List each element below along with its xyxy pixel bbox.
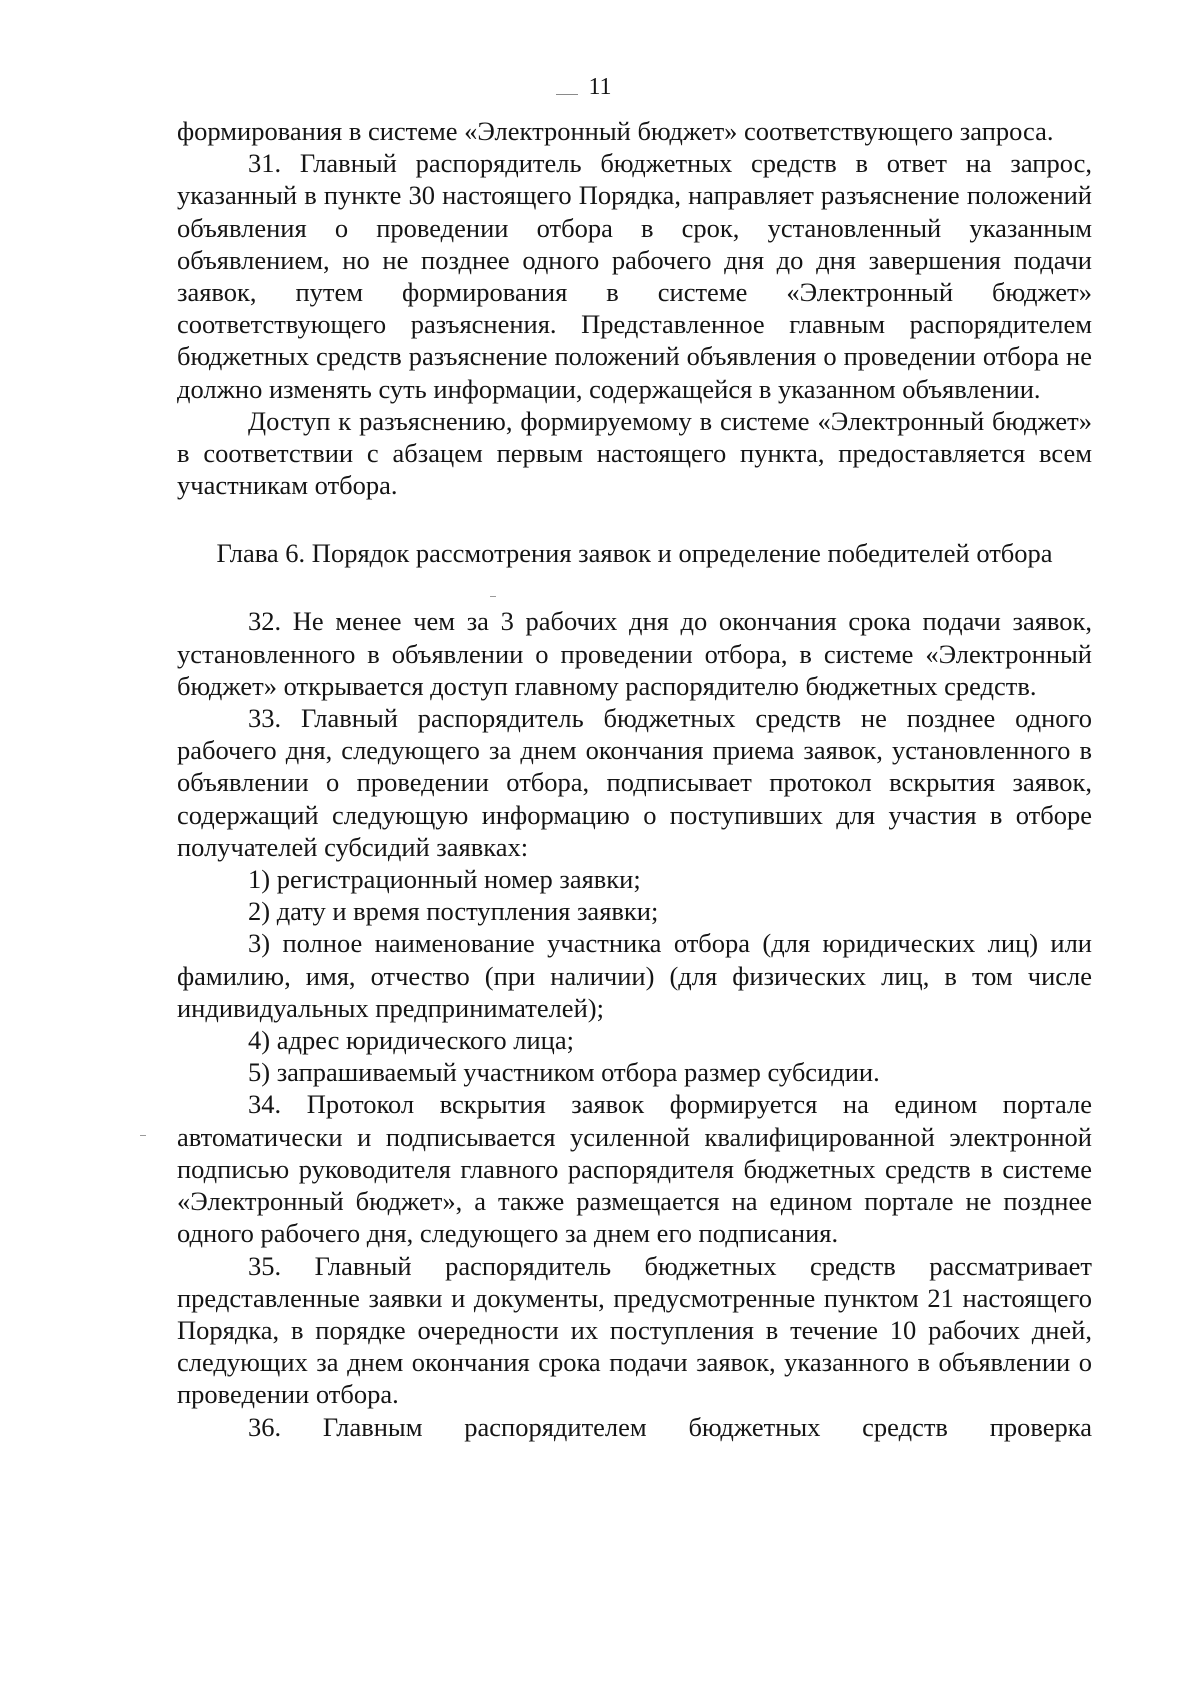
document-body	[177, 115, 1092, 1443]
chapter-heading: Глава 6. Порядок рассмотрения заявок и определение победителей отбора	[216, 538, 1053, 569]
list-item-3: 3) полное наименование участника отбора (для юридических лиц) или фамилию, имя, отчество (при наличии) (для физических лиц, в том числе индивидуальных предпринимателей);	[177, 928, 1092, 1023]
page-number: 11	[588, 74, 612, 100]
list-item-1: 1) регистрационный номер заявки;	[248, 864, 641, 895]
paragraph-item-36-start: 36. Главным распорядителем бюджетных средств проверка	[248, 1411, 1092, 1442]
paragraph-continuation: формирования в системе «Электронный бюджет» соответствующего запроса.	[177, 116, 1054, 146]
paragraph-item-32: 32. Не менее чем за 3 рабочих дня до окончания срока подачи заявок, установленного в объявлении о проведении отбора, в системе «Электронный бюджет» открывается доступ главному распорядителю бюджетных средств.	[177, 606, 1092, 701]
list-item-2: 2) дату и время поступления заявки;	[248, 896, 659, 927]
scan-speck	[490, 596, 496, 597]
list-item-5: 5) запрашиваемый участником отбора размер субсидии.	[248, 1057, 880, 1088]
paragraph-item-35: 35. Главный распорядитель бюджетных средств рассматривает представленные заявки и документы, предусмотренные пунктом 21 настоящего Порядка, в порядке очередности их поступления в течение 10 рабочих дней, следующих за днем окончания срока подачи заявок, указанного в объявлении о проведении отбора.	[177, 1250, 1092, 1410]
paragraph-item-34: 34. Протокол вскрытия заявок формируется на едином портале автоматически и подписывается усиленной квалифицированной электронной подписью руководителя главного распорядителя бюджетных средств в системе «Электронный бюджет», а также размещается на едином портале не позднее одного рабочего дня, следующего за днем его подписания.	[177, 1089, 1092, 1249]
list-item-4: 4) адрес юридического лица;	[248, 1025, 574, 1056]
paragraph-access-clarification: Доступ к разъяснению, формируемому в системе «Электронный бюджет» в соответствии с абзацем первым настоящего пункта, предоставляется всем участникам отбора.	[177, 405, 1092, 501]
scan-speck	[140, 1135, 146, 1136]
paragraph-item-31: 31. Главный распорядитель бюджетных средств в ответ на запрос, указанный в пункте 30 настоящего Порядка, направляет разъяснение положений объявления о проведении отбора в срок, установленный указанным объявлением, но не позднее одного рабочего дня до дня завершения подачи заявок, путем формирования в системе «Электронный бюджет» соответствующего разъяснения. Представленное главным распорядителем бюджетных средств разъяснение положений объявления о проведении отбора не должно изменять суть информации, содержащейся в указанном объявлении.	[177, 148, 1092, 404]
paragraph-item-33: 33. Главный распорядитель бюджетных средств не позднее одного рабочего дня, следующего за днем окончания приема заявок, установленного в объявлении о проведении отбора, подписывает протокол вскрытия заявок, содержащий следующую информацию о поступивших для участия в отборе получателей субсидий заявках:	[177, 703, 1092, 862]
